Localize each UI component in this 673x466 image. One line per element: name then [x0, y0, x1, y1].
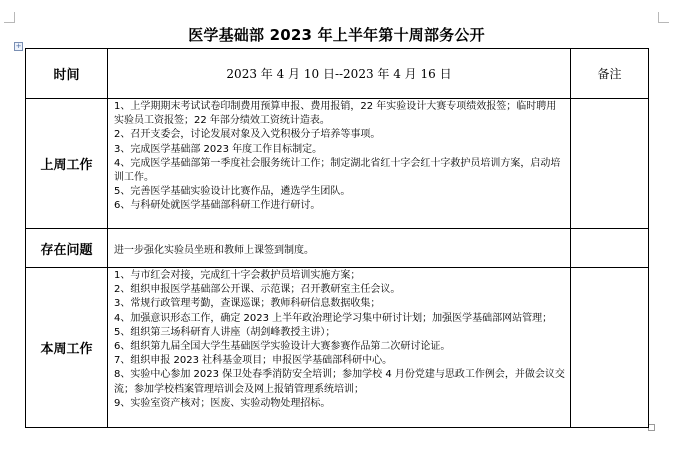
page-title: 医学基础部 2023 年上半年第十周部务公开: [188, 26, 485, 44]
list-item: 6、组织第九届全国大学生基础医学实验设计大赛参赛作品第二次研讨论证。: [114, 341, 451, 353]
issues-note[interactable]: [571, 229, 649, 268]
table-resize-handle-icon[interactable]: [648, 424, 655, 431]
this-week-row: [26, 268, 649, 428]
list-item: 1、上学期期末考试试卷印制费用预算申报、费用报销，22 年实验设计大赛专项绩效报签；临时聘用实验员工资报签；22 年部分绩效工资统计造表。: [114, 101, 557, 127]
last-week-label: 上周工作: [26, 99, 108, 229]
list-item: 3、完成医学基础部 2023 年度工作目标制定。: [114, 143, 323, 155]
header-row: [26, 49, 649, 99]
list-item: 6、与科研处就医学基础部科研工作进行研讨。: [114, 200, 321, 212]
issues-row: [26, 229, 649, 268]
page-corner-mark-top-left: [4, 12, 15, 23]
last-week-row: [26, 99, 649, 229]
list-item: 5、组织第三场科研育人讲座（胡剑峰教授主讲）；: [114, 326, 336, 338]
issues-content[interactable]: 进一步强化实验员坐班和教师上课签到制度。: [108, 229, 571, 268]
list-item: 7、组织申报 2023 社科基金项目；申报医学基础部科研中心。: [114, 355, 393, 367]
this-week-content[interactable]: [108, 268, 571, 428]
note-label: 备注: [571, 49, 649, 99]
list-item: 8、实验中心参加 2023 保卫处春季消防安全培训；参加学校 4 月份党建与思政工作例会，并做会议交流；参加学校档案管理培训会及网上报销管理系统培训；: [114, 369, 565, 395]
list-item: 3、常规行政管理考勤，查课巡课；教师科研信息数据收集；: [114, 298, 381, 310]
issues-label: 存在问题: [26, 229, 108, 268]
list-item: 2、组织申报医学基础部公开课、示范课；召开教研室主任会议。: [114, 284, 401, 296]
list-item: 9、实验室资产核对；医废、实验动物处理招标。: [114, 397, 331, 409]
this-week-label: 本周工作: [26, 268, 108, 428]
list-item: 4、加强意识形态工作，确定 2023 上半年政治理论学习集中研讨计划；加强医学基础部网站管理；: [114, 312, 553, 324]
last-week-note[interactable]: [571, 99, 649, 229]
last-week-content[interactable]: [108, 99, 571, 229]
list-item: 2、召开支委会，讨论发展对象及入党积极分子培养等事项。: [114, 129, 381, 141]
table-move-handle-icon[interactable]: +: [15, 42, 22, 50]
date-range[interactable]: 2023 年 4 月 10 日--2023 年 4 月 16 日: [108, 49, 571, 99]
this-week-note[interactable]: [571, 268, 649, 428]
list-item: 5、完善医学基础实验设计比赛作品，遴选学生团队。: [114, 186, 351, 198]
list-item: 1、与市红会对接，完成红十字会救护员培训实施方案；: [114, 270, 361, 281]
time-label: 时间: [26, 49, 108, 99]
list-item: 4、完成医学基础部第一季度社会服务统计工作；制定湖北省红十字会红十字救护员培训方案，启动培训工作。: [114, 157, 561, 184]
report-table: [25, 48, 649, 428]
page-corner-mark-top-right: [658, 12, 669, 23]
